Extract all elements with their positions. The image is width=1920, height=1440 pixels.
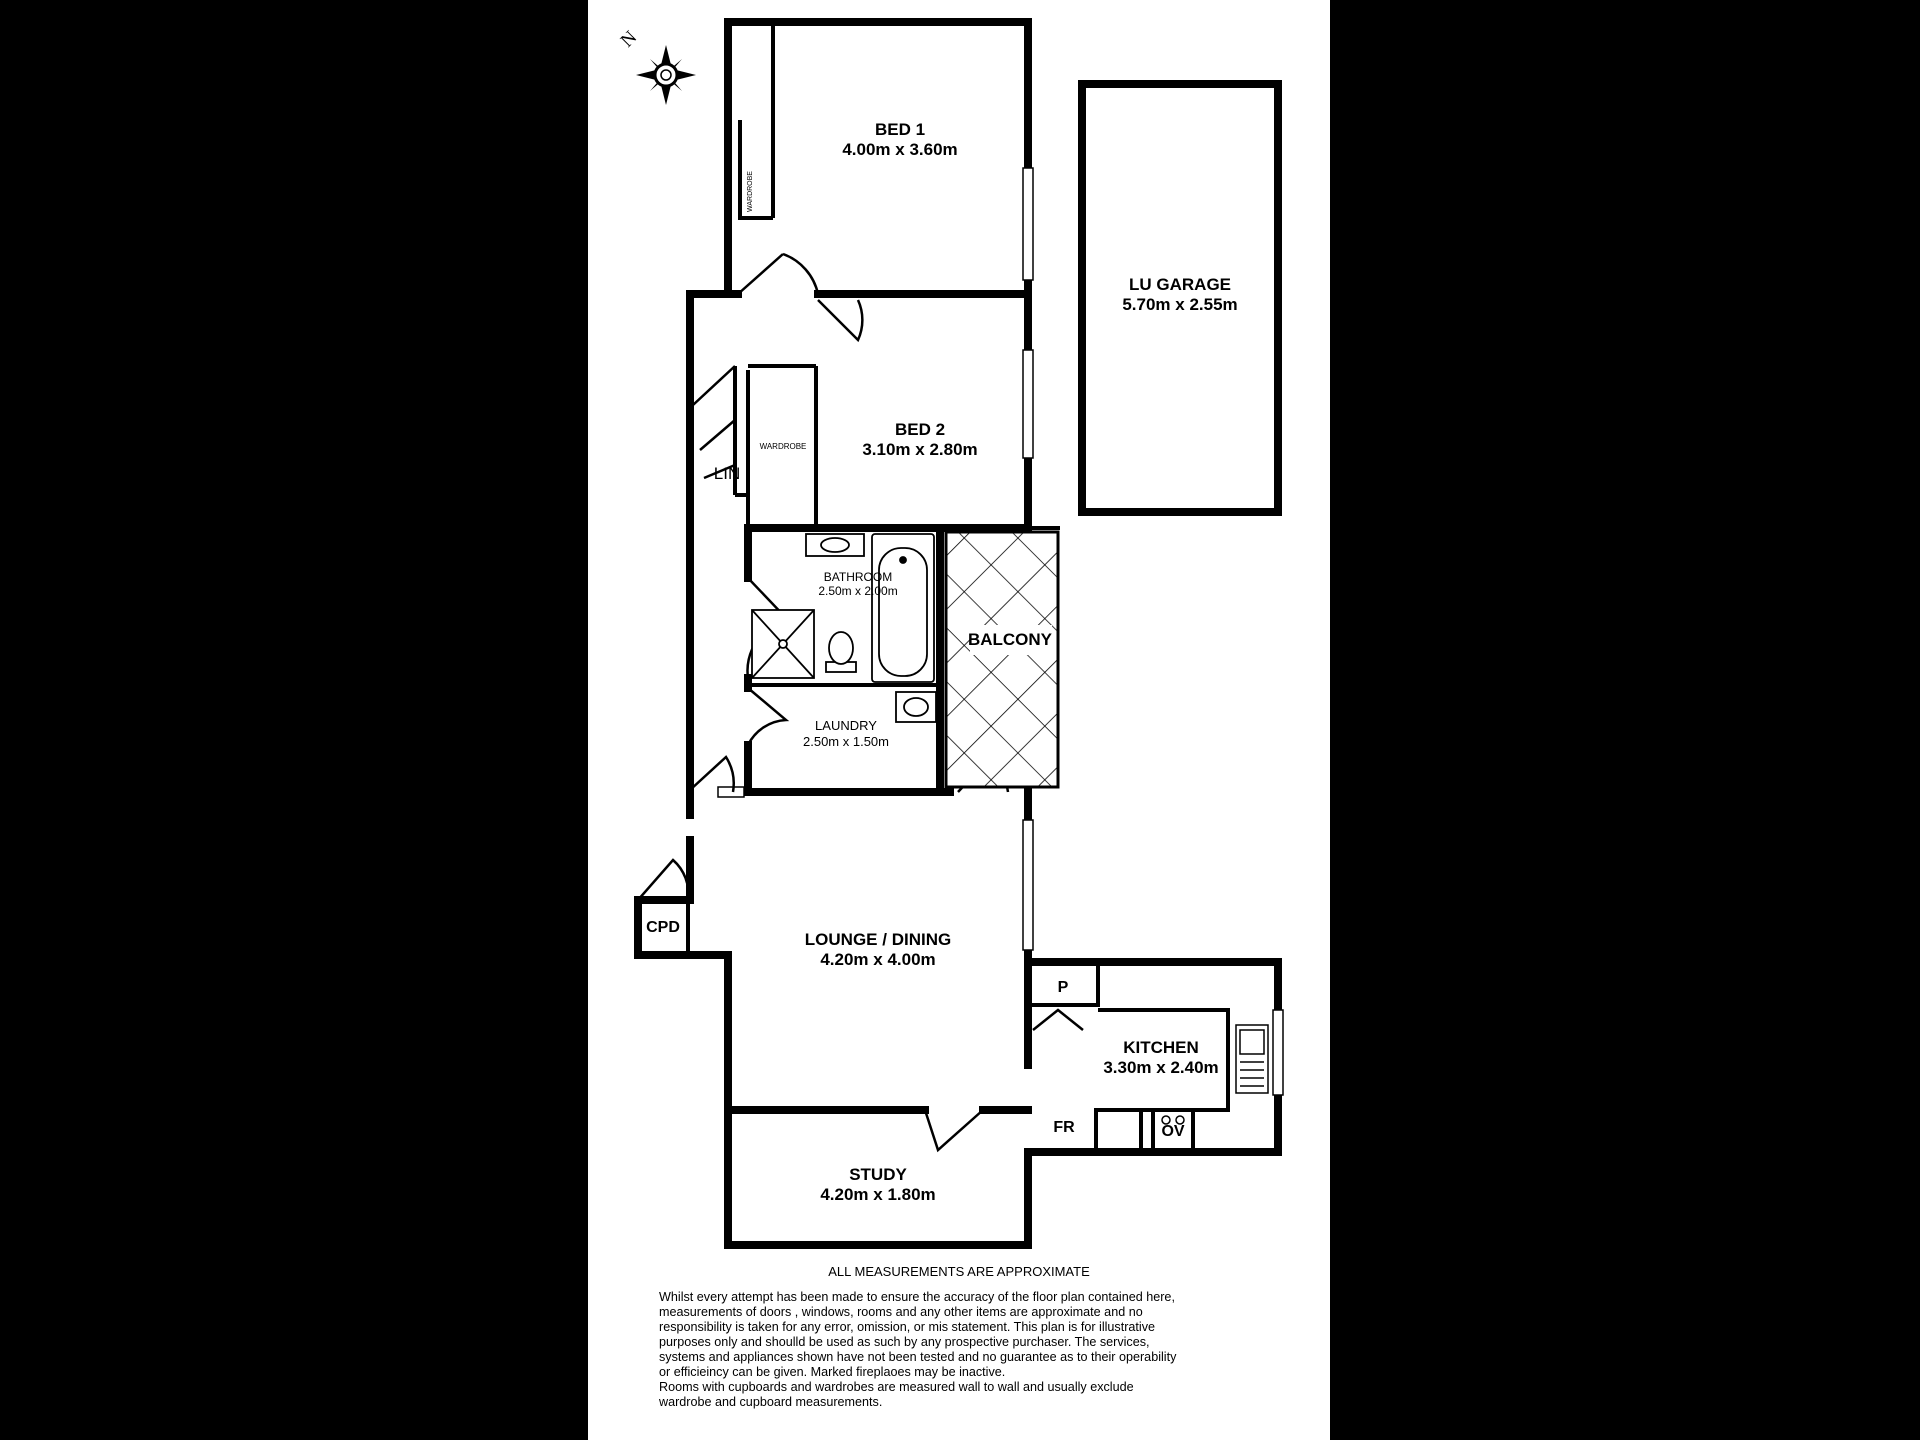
disclaimer-line: measurements of doors , windows, rooms and any other items are approximate and no <box>659 1305 1143 1319</box>
room-balcony-label <box>960 630 1060 650</box>
room-study-dims: 4.20m x 1.80m <box>820 1185 936 1205</box>
disclaimer-line: responsibility is taken for any error, omission, or mis statement. This plan is for illustrative <box>659 1320 1156 1334</box>
disclaimer-line: Whilst every attempt has been made to ensure the accuracy of the floor plan contained here, <box>659 1290 1175 1304</box>
room-laundry-dims: 2.50m x 1.50m <box>803 733 889 749</box>
room-laundry-label <box>756 718 936 749</box>
room-study-label <box>738 1165 1018 1206</box>
door-pantry <box>1033 1010 1083 1030</box>
disclaimer-line: purposes only and shoulld be used as such by any prospective purchaser. The services, <box>659 1335 1150 1349</box>
room-garage-label <box>1086 275 1274 316</box>
cupboard-label: CPD <box>646 919 680 936</box>
room-study-name: STUDY <box>849 1165 907 1184</box>
room-bed2-dims: 3.10m x 2.80m <box>862 440 978 460</box>
door-study <box>925 1110 983 1150</box>
linen-label: LIN <box>713 464 741 483</box>
room-bed1-name: BED 1 <box>874 120 926 139</box>
wall-bed1-left <box>690 22 728 815</box>
disclaimer-text <box>659 1290 1259 1410</box>
room-kitchen-dims: 3.30m x 2.40m <box>1103 1058 1219 1078</box>
balcony-floor <box>946 532 1058 787</box>
room-bathroom-dims: 2.50m x 2.00m <box>818 584 898 599</box>
door-bed2 <box>818 294 862 340</box>
window-bed1 <box>1023 168 1033 280</box>
window-lounge <box>1023 820 1033 950</box>
compass-rose-icon <box>636 45 696 105</box>
room-kitchen-name: KITCHEN <box>1123 1038 1199 1057</box>
room-bed2-name: BED 2 <box>894 420 946 439</box>
window-bed2 <box>1023 350 1033 458</box>
compass-north-letter: N <box>616 26 642 52</box>
window-kitchen <box>1273 1010 1283 1095</box>
oven-label: OV <box>1161 1123 1185 1140</box>
wardrobe-bed2-label: WARDROBE <box>759 442 807 451</box>
room-lounge-label <box>738 930 1018 971</box>
disclaimer-line: wardrobe and cupboard measurements. <box>659 1395 883 1409</box>
toilet-bowl <box>829 632 853 664</box>
pantry-label: P <box>1057 979 1069 996</box>
room-bed2-label <box>820 420 1020 461</box>
door-bed1 <box>738 254 818 294</box>
fridge-space <box>1096 1110 1141 1152</box>
window-laundry-door <box>718 787 744 797</box>
measurements-note: ALL MEASUREMENTS ARE APPROXIMATE <box>828 1264 1090 1279</box>
room-bathroom-name: BATHROOM <box>823 570 893 584</box>
room-garage-dims: 5.70m x 2.55m <box>1122 295 1238 315</box>
wardrobe-bed1-box <box>740 120 773 218</box>
door-cpd <box>638 860 688 900</box>
disclaimer-line: or efficieincy can be given. Marked fireplaoes may be inactive. <box>659 1365 1006 1379</box>
disclaimer-line: Rooms with cupboards and wardrobes are measured wall to wall and usually exclude <box>659 1380 1134 1394</box>
wardrobe-bed1-label: WARDROBE <box>747 171 754 212</box>
room-laundry-name: LAUNDRY <box>815 718 877 733</box>
door-linen <box>693 366 735 478</box>
room-bed1-dims: 4.00m x 3.60m <box>842 140 958 160</box>
room-bed1-label <box>780 120 1020 161</box>
room-bathroom-label <box>788 570 928 599</box>
room-garage-name: LU GARAGE <box>1129 275 1231 294</box>
room-lounge-dims: 4.20m x 4.00m <box>820 950 936 970</box>
disclaimer-line: systems and appliances shown have not been tested and no guarantee as to their operability <box>659 1350 1177 1364</box>
bathroom-fixtures <box>752 534 936 722</box>
floor-plan-sheet <box>588 0 1330 1440</box>
fridge-label: FR <box>1053 1119 1075 1136</box>
room-lounge-name: LOUNGE / DINING <box>804 930 952 949</box>
room-balcony-name: BALCONY <box>967 630 1053 649</box>
floor-plan-drawing <box>588 0 1330 1440</box>
room-kitchen-label <box>1088 1038 1234 1079</box>
